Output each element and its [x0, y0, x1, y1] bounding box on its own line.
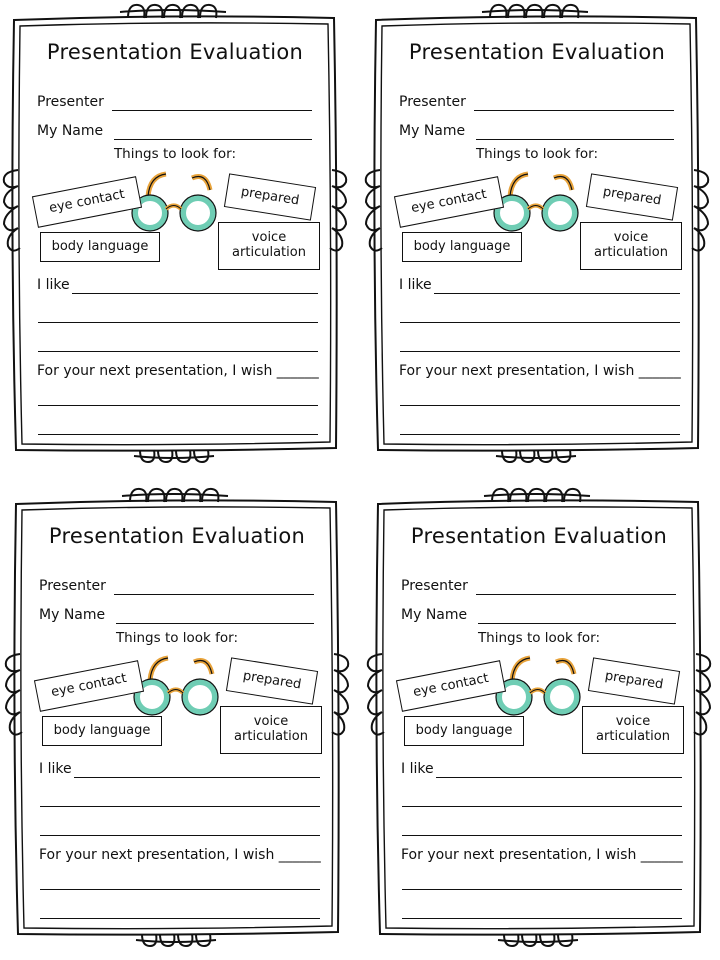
things-to-look-for-label: Things to look for: — [113, 146, 237, 162]
tag-voice-articulation — [220, 706, 322, 754]
my-name-line[interactable] — [114, 139, 312, 140]
wish-line[interactable] — [402, 918, 682, 919]
evaluation-card — [0, 0, 350, 470]
presenter-line[interactable] — [114, 594, 314, 595]
like-line[interactable] — [74, 777, 320, 778]
things-to-look-for-label: Things to look for: — [115, 630, 239, 646]
i-like-label: I like — [37, 277, 70, 293]
presenter-label: Presenter — [39, 578, 106, 594]
wish-line[interactable] — [400, 405, 680, 406]
spiral-swirl-icon — [692, 170, 708, 251]
my-name-label: My Name — [401, 607, 468, 623]
my-name-label: My Name — [39, 607, 106, 623]
card-title: Presentation Evaluation — [410, 524, 668, 548]
tag-voice-articulation-text: voice articulation — [594, 230, 668, 260]
presenter-label: Presenter — [37, 94, 104, 110]
things-to-look-for-label: Things to look for: — [477, 630, 601, 646]
like-line[interactable] — [400, 322, 680, 323]
like-line[interactable] — [38, 322, 318, 323]
glasses-icon — [496, 658, 580, 715]
i-like-label: I like — [401, 761, 434, 777]
things-to-look-for-label: Things to look for: — [475, 146, 599, 162]
like-line[interactable] — [434, 293, 680, 294]
presenter-line[interactable] — [112, 110, 312, 111]
my-name-label: My Name — [37, 123, 104, 139]
tag-voice-articulation — [580, 222, 682, 270]
like-line[interactable] — [40, 806, 320, 807]
i-like-label: I like — [39, 761, 72, 777]
tag-voice-articulation-text: voice articulation — [232, 230, 306, 260]
wish-label: For your next presentation, I wish ______ — [401, 847, 683, 863]
tag-body-language: body language — [40, 232, 160, 262]
tag-body-language: body language — [42, 716, 162, 746]
like-line[interactable] — [40, 835, 320, 836]
binder-rings-icon — [498, 934, 578, 946]
spiral-swirl-icon — [330, 170, 346, 251]
my-name-line[interactable] — [476, 139, 674, 140]
binder-rings-icon — [134, 450, 214, 462]
card-title: Presentation Evaluation — [48, 524, 306, 548]
tag-prepared: prepared — [586, 173, 678, 220]
card-title: Presentation Evaluation — [46, 40, 304, 64]
tag-voice-articulation-text: voice articulation — [596, 714, 670, 744]
tag-eye-contact: eye contact — [32, 176, 142, 228]
tag-voice-articulation — [218, 222, 320, 270]
wish-line[interactable] — [400, 434, 680, 435]
tag-voice-articulation-text: voice articulation — [234, 714, 308, 744]
tag-body-language: body language — [402, 232, 522, 262]
tag-prepared: prepared — [224, 173, 316, 220]
presenter-line[interactable] — [476, 594, 676, 595]
wish-label: For your next presentation, I wish ______ — [399, 363, 681, 379]
wish-line[interactable] — [402, 889, 682, 890]
tag-eye-contact: eye contact — [34, 660, 144, 712]
presenter-label: Presenter — [401, 578, 468, 594]
wish-line[interactable] — [38, 434, 318, 435]
binder-rings-icon — [136, 934, 216, 946]
glasses-icon — [134, 658, 218, 715]
tag-prepared: prepared — [588, 657, 680, 704]
like-line[interactable] — [402, 835, 682, 836]
evaluation-card — [362, 0, 712, 470]
evaluation-card — [2, 484, 352, 954]
like-line[interactable] — [400, 351, 680, 352]
my-name-line[interactable] — [478, 623, 676, 624]
wish-line[interactable] — [40, 889, 320, 890]
tag-voice-articulation — [582, 706, 684, 754]
tag-eye-contact: eye contact — [394, 176, 504, 228]
tag-prepared: prepared — [226, 657, 318, 704]
card-title: Presentation Evaluation — [408, 40, 666, 64]
glasses-icon — [494, 174, 578, 231]
spiral-swirl-icon — [694, 654, 710, 735]
tag-eye-contact: eye contact — [396, 660, 506, 712]
presenter-label: Presenter — [399, 94, 466, 110]
my-name-label: My Name — [399, 123, 466, 139]
like-line[interactable] — [402, 806, 682, 807]
like-line[interactable] — [72, 293, 318, 294]
wish-label: For your next presentation, I wish ______ — [37, 363, 319, 379]
presenter-line[interactable] — [474, 110, 674, 111]
my-name-line[interactable] — [116, 623, 314, 624]
wish-label: For your next presentation, I wish ______ — [39, 847, 321, 863]
like-line[interactable] — [436, 777, 682, 778]
like-line[interactable] — [38, 351, 318, 352]
spiral-swirl-icon — [332, 654, 348, 735]
tag-body-language: body language — [404, 716, 524, 746]
binder-rings-icon — [496, 450, 576, 462]
glasses-icon — [132, 174, 216, 231]
i-like-label: I like — [399, 277, 432, 293]
wish-line[interactable] — [38, 405, 318, 406]
evaluation-card — [364, 484, 714, 954]
wish-line[interactable] — [40, 918, 320, 919]
